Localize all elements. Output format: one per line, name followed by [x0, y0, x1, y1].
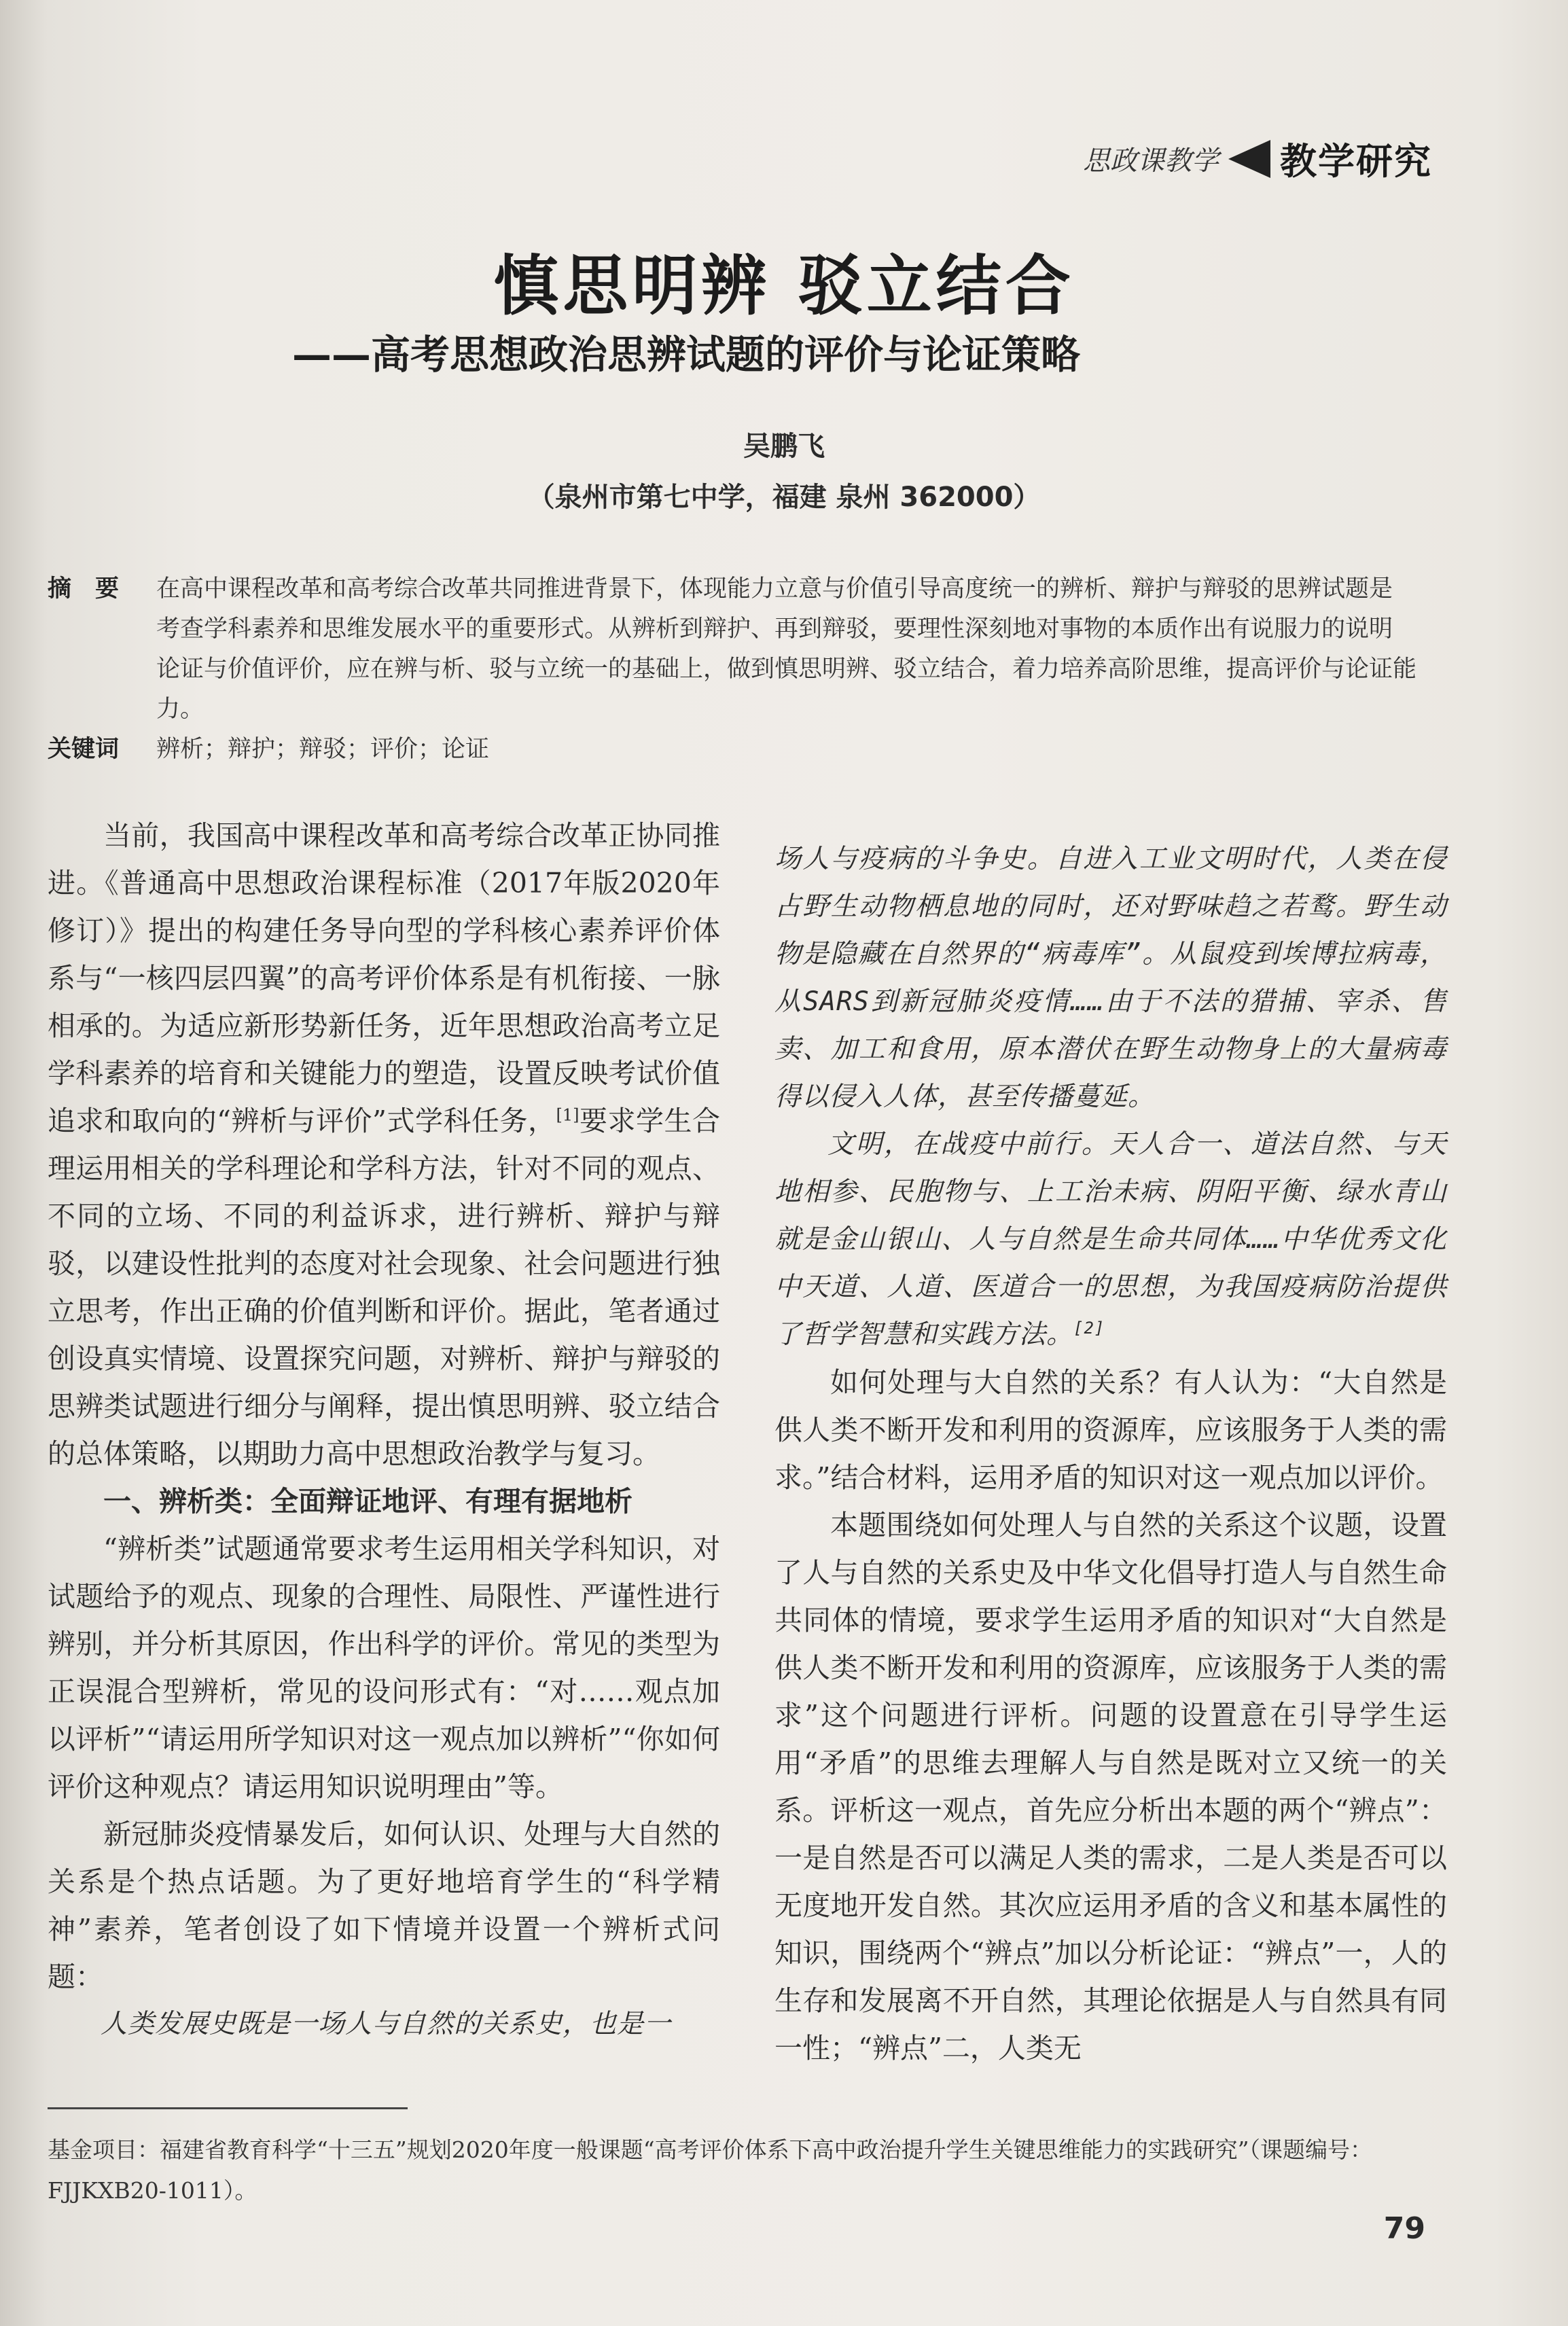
page-number: 79	[1383, 2211, 1425, 2246]
right-column	[774, 836, 1447, 2072]
intro-text-cont: 要求学生合理运用相关的学科理论和学科方法，针对不同的观点、不同的立场、不同的利益诉求，进行辨析、辩护与辩驳，以建设性批判的态度对社会现象、社会问题进行独立思考，作出正确的价值判断和评价。据此，笔者通过创设真实情境、设置探究问题，对辨析、辩护与辩驳的思辨类试题进行细分与阐释，提出慎思明辨、驳立结合的总体策略，以期助力高中思想政治教学与复习。	[48, 1105, 721, 1470]
abstract-line: 考查学科素养和思维发展水平的重要形式。从辨析到辩护、再到辩驳，要理性深刻地对事物的本质作出有说服力的说明	[156, 615, 1393, 643]
quote-text: 文明，在战疫中前行。天人合一、道法自然、与天地相参、民胞物与、上工治未病、阴阳平衡、绿水青山就是金山银山、人与自然是生命共同体……中华优秀文化中天道、人道、医道合一的思想，为我国疫病防治提供了哲学智慧和实践方法。	[774, 1129, 1447, 1350]
header-section: 思政课教学	[1083, 145, 1219, 177]
citation-ref: [1]	[556, 1105, 580, 1125]
section-heading: 一、辨析类：全面辩证地评、有理有据地析	[103, 1485, 632, 1518]
body-paragraph: “辨析类”试题通常要求考生运用相关学科知识，对试题给予的观点、现象的合理性、局限性、严谨性进行辨别，并分析其原因，作出科学的评价。常见的类型为正误混合型辨析，常见的设问形式有：“对……观点加以评析”“请运用所学知识对这一观点加以辨析”“你如何评价这种观点？请运用知识说明理由”等。	[48, 1533, 720, 1803]
intro-text: 当前，我国高中课程改革和高考综合改革正协同推进。《普通高中思想政治课程标准（2017年版2020年修订）》提出的构建任务导向型的学科核心素养评价体系与“一核四层四翼”的高考评价体系是有机衔接、一脉相承的。为适应新形势新任务，近年思想政治高考立足学科素养的培育和关键能力的塑造，设置反映考试价值追求和取向的“辨析与评价”式学科任务，	[48, 819, 720, 1137]
arrow-left-icon	[1228, 140, 1270, 178]
analysis-paragraph: 本题围绕如何处理人与自然的关系这个议题，设置了人与自然的关系史及中华文化倡导打造人与自然生命共同体的情境，要求学生运用矛盾的知识对“大自然是供人类不断开发和利用的资源库，应该服务于人类的需求”这个问题进行评析。问题的设置意在引导学生运用“矛盾”的思维去理解人与自然是既对立又统一的关系。评析这一观点，首先应分析出本题的两个“辨点”：一是自然是否可以满足人类的需求，二是人类是否可以无度地开发自然。其次应运用矛盾的含义和基本属性的知识，围绕两个“辨点”加以分析论证：“辨点”一，人的生存和发展离不开自然，其理论依据是人与自然具有同一性；“辨点”二，人类无	[774, 1509, 1447, 2064]
author-name: 吴鹏飞	[743, 431, 825, 462]
abstract-row	[48, 569, 1440, 730]
header-column: 教学研究	[1280, 140, 1432, 183]
footnote-rule	[48, 2107, 408, 2109]
keywords-label: 关键词	[48, 736, 120, 763]
abstract-line: 论证与价值评价，应在辨与析、驳与立统一的基础上，做到慎思明辨、驳立结合，着力培养高阶思维，提高评价与论证能力。	[156, 656, 1417, 723]
citation-ref: [2]	[1073, 1319, 1105, 1338]
left-column	[48, 812, 720, 2048]
intro-paragraph	[48, 812, 720, 1478]
keywords-row	[48, 730, 1440, 770]
author-affiliation: （泉州市第七中学，福建 泉州 362000）	[527, 482, 1041, 513]
keywords-text: 辨析；辩护；辩驳；评价；论证	[156, 736, 490, 763]
abstract-line: 在高中课程改革和高考综合改革共同推进背景下，体现能力立意与价值引导高度统一的辨析、辩护与辩驳的思辨试题是	[156, 575, 1393, 603]
quote-paragraph: 场人与疫病的斗争史。自进入工业文明时代，人类在侵占野生动物栖息地的同时，还对野味趋之若鹜。野生动物是隐藏在自然界的“病毒库”。从鼠疫到埃博拉病毒，从SARS到新冠肺炎疫情……由于不法的猎捕、宰杀、售卖、加工和食用，原本潜伏在野生动物身上的大量病毒得以侵入人体，甚至传播蔓延。	[774, 844, 1447, 1112]
abstract-text	[156, 569, 1440, 730]
article-title: 慎思明辨 驳立结合	[493, 247, 1075, 324]
quote-paragraph: 人类发展史既是一场人与自然的关系史，也是一	[101, 2009, 672, 2039]
running-header	[1083, 132, 1432, 185]
article-subtitle: ——高考思想政治思辨试题的评价与论证策略	[292, 332, 1081, 378]
question-paragraph: 如何处理与大自然的关系？有人认为：“大自然是供人类不断开发和利用的资源库，应该服务于人类的需求。”结合材料，运用矛盾的知识对这一观点加以评价。	[774, 1366, 1447, 1494]
body-paragraph: 新冠肺炎疫情暴发后，如何认识、处理与大自然的关系是个热点话题。为了更好地培育学生的“科学精神”素养，笔者创设了如下情境并设置一个辨析式问题：	[48, 1818, 720, 1993]
abstract-label: 摘 要	[48, 575, 120, 603]
quote-paragraph	[774, 1121, 1447, 1359]
footnote: 基金项目：福建省教育科学“十三五”规划2020年度一般课题“高考评价体系下高中政治提升学生关键思维能力的实践研究”（课题编号：FJJKXB20-1011）。	[48, 2136, 1372, 2204]
abstract-block	[48, 569, 1440, 770]
